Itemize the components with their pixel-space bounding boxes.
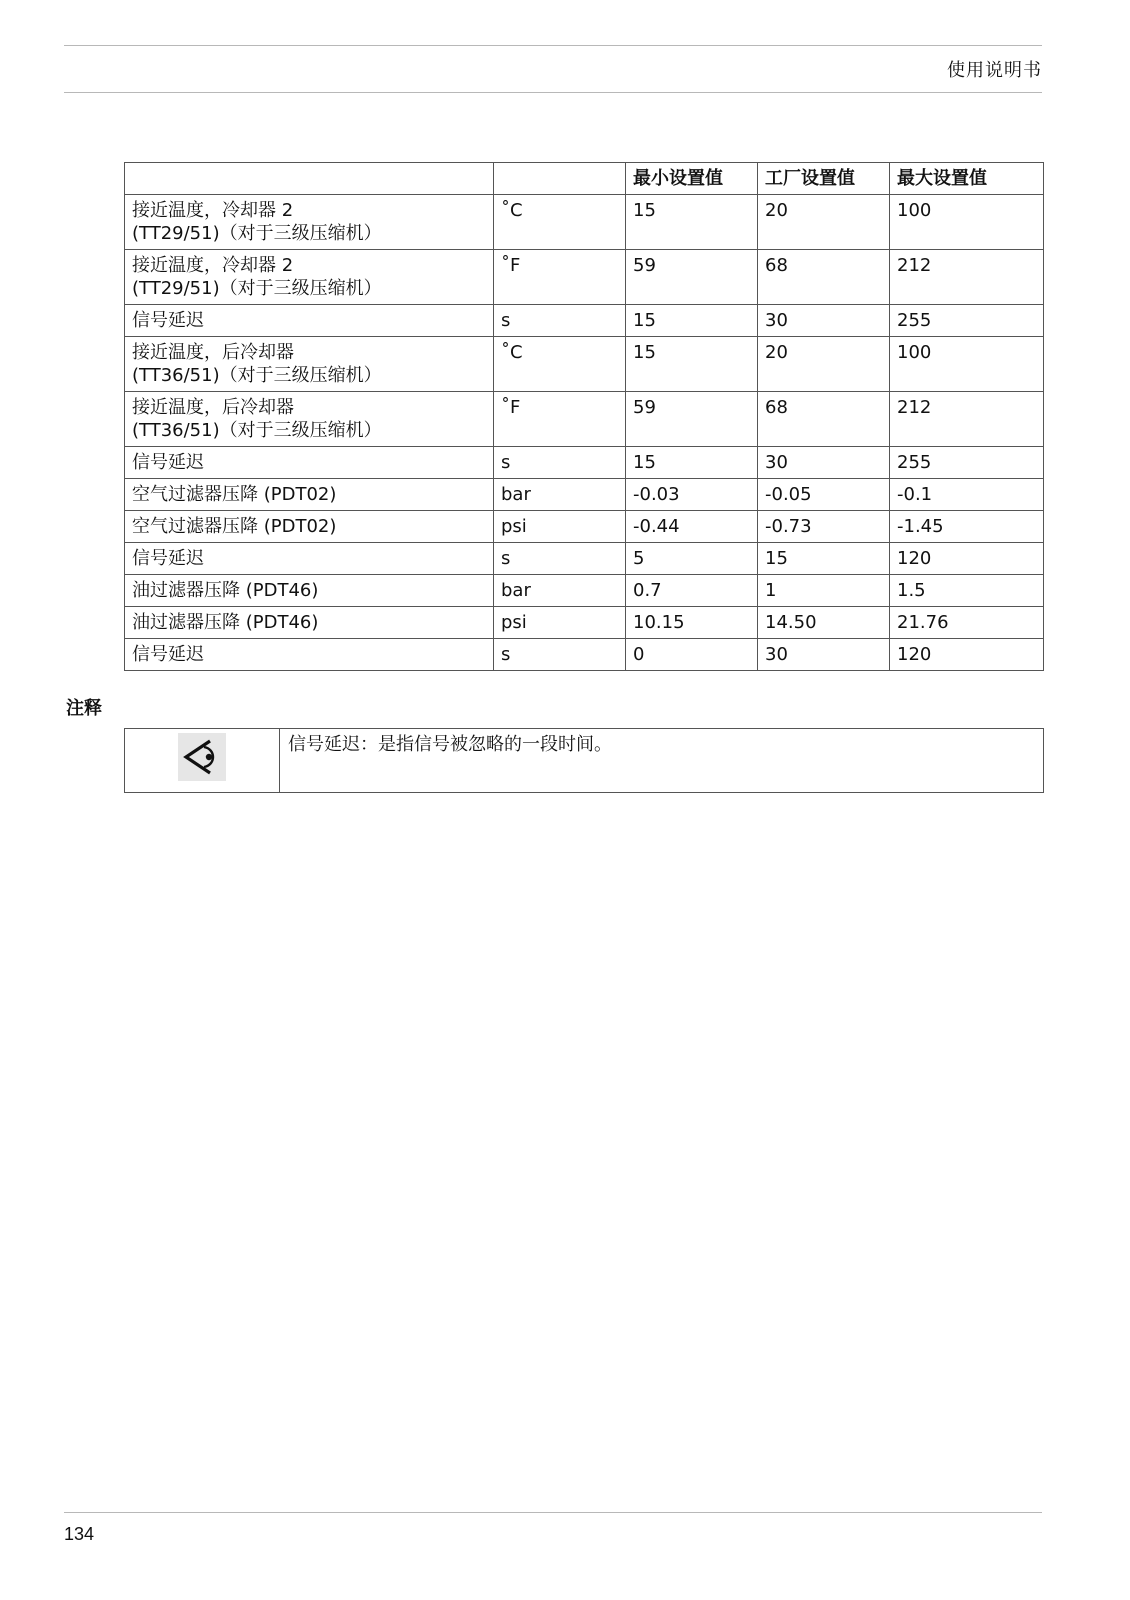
unit-cell: ˚F [494,250,626,305]
parameter-cell [125,250,494,305]
unit-cell: s [494,447,626,479]
parameter-cell [125,479,494,511]
parameter-sensor: (TT36/51)（对于三级压缩机） [132,420,382,441]
settings-table [124,162,1044,671]
parameter-name: 油过滤器压降 (PDT46) [132,612,319,633]
parameter-name: 接近温度，后冷却器 [132,397,294,418]
parameter-cell [125,639,494,671]
table-row [125,543,1044,575]
unit-cell: s [494,305,626,337]
header-unit [494,163,626,195]
max-value-cell: -1.45 [890,511,1044,543]
header-rule-bottom [64,92,1042,93]
factory-value-cell: 1 [758,575,890,607]
min-value-cell: 15 [626,195,758,250]
min-value-cell: 0 [626,639,758,671]
max-value-cell: 255 [890,305,1044,337]
header-max: 最大设置值 [890,163,1044,195]
factory-value-cell: -0.05 [758,479,890,511]
eye-icon [178,733,226,781]
min-value-cell: 15 [626,337,758,392]
header-rule-top [64,45,1042,46]
table-row [125,305,1044,337]
parameter-cell [125,511,494,543]
min-value-cell: 59 [626,250,758,305]
table-row [125,607,1044,639]
parameter-name: 接近温度，冷却器 2 [132,255,294,276]
parameter-sensor: (TT29/51)（对于三级压缩机） [132,278,382,299]
page-number: 134 [64,1524,95,1544]
parameter-cell [125,337,494,392]
parameter-name: 接近温度，冷却器 2 [132,200,294,221]
parameter-cell [125,543,494,575]
factory-value-cell: 30 [758,447,890,479]
note-table [124,728,1044,793]
unit-cell: bar [494,575,626,607]
factory-value-cell: 68 [758,250,890,305]
parameter-cell [125,575,494,607]
unit-cell: psi [494,511,626,543]
table-row [125,392,1044,447]
min-value-cell: 59 [626,392,758,447]
max-value-cell: 21.76 [890,607,1044,639]
parameter-cell [125,447,494,479]
factory-value-cell: 30 [758,305,890,337]
header-factory: 工厂设置值 [758,163,890,195]
min-value-cell: -0.03 [626,479,758,511]
notes-heading: 注释 [66,698,102,719]
factory-value-cell: 68 [758,392,890,447]
table-row [125,511,1044,543]
table-row [125,250,1044,305]
unit-cell: s [494,639,626,671]
parameter-sensor: (TT29/51)（对于三级压缩机） [132,223,382,244]
unit-cell: bar [494,479,626,511]
max-value-cell: -0.1 [890,479,1044,511]
parameter-cell [125,305,494,337]
table-row [125,575,1044,607]
document-title: 使用说明书 [947,60,1042,81]
unit-cell: s [494,543,626,575]
parameter-cell [125,607,494,639]
parameter-name: 空气过滤器压降 (PDT02) [132,516,337,537]
parameter-name: 信号延迟 [132,310,204,331]
table-row [125,195,1044,250]
max-value-cell: 120 [890,639,1044,671]
parameter-name: 信号延迟 [132,548,204,569]
factory-value-cell: 14.50 [758,607,890,639]
unit-cell: psi [494,607,626,639]
max-value-cell: 1.5 [890,575,1044,607]
note-text: 信号延迟：是指信号被忽略的一段时间。 [280,729,1044,793]
parameter-cell [125,392,494,447]
min-value-cell: 0.7 [626,575,758,607]
parameter-name: 信号延迟 [132,452,204,473]
factory-value-cell: -0.73 [758,511,890,543]
header-min: 最小设置值 [626,163,758,195]
table-row [125,479,1044,511]
parameter-sensor: (TT36/51)（对于三级压缩机） [132,365,382,386]
table-row [125,639,1044,671]
parameter-name: 信号延迟 [132,644,204,665]
table-row [125,447,1044,479]
max-value-cell: 100 [890,195,1044,250]
note-row [125,729,1044,793]
parameter-name: 空气过滤器压降 (PDT02) [132,484,337,505]
min-value-cell: -0.44 [626,511,758,543]
factory-value-cell: 15 [758,543,890,575]
unit-cell: ˚C [494,195,626,250]
max-value-cell: 212 [890,392,1044,447]
max-value-cell: 255 [890,447,1044,479]
factory-value-cell: 20 [758,337,890,392]
min-value-cell: 5 [626,543,758,575]
factory-value-cell: 20 [758,195,890,250]
parameter-name: 接近温度，后冷却器 [132,342,294,363]
unit-cell: ˚F [494,392,626,447]
table-body [125,195,1044,671]
note-icon-cell [125,729,280,793]
min-value-cell: 15 [626,447,758,479]
table-row [125,337,1044,392]
parameter-name: 油过滤器压降 (PDT46) [132,580,319,601]
max-value-cell: 120 [890,543,1044,575]
footer-rule [64,1512,1042,1513]
table-header-row [125,163,1044,195]
header-parameter [125,163,494,195]
max-value-cell: 100 [890,337,1044,392]
parameter-cell [125,195,494,250]
max-value-cell: 212 [890,250,1044,305]
factory-value-cell: 30 [758,639,890,671]
min-value-cell: 10.15 [626,607,758,639]
unit-cell: ˚C [494,337,626,392]
min-value-cell: 15 [626,305,758,337]
